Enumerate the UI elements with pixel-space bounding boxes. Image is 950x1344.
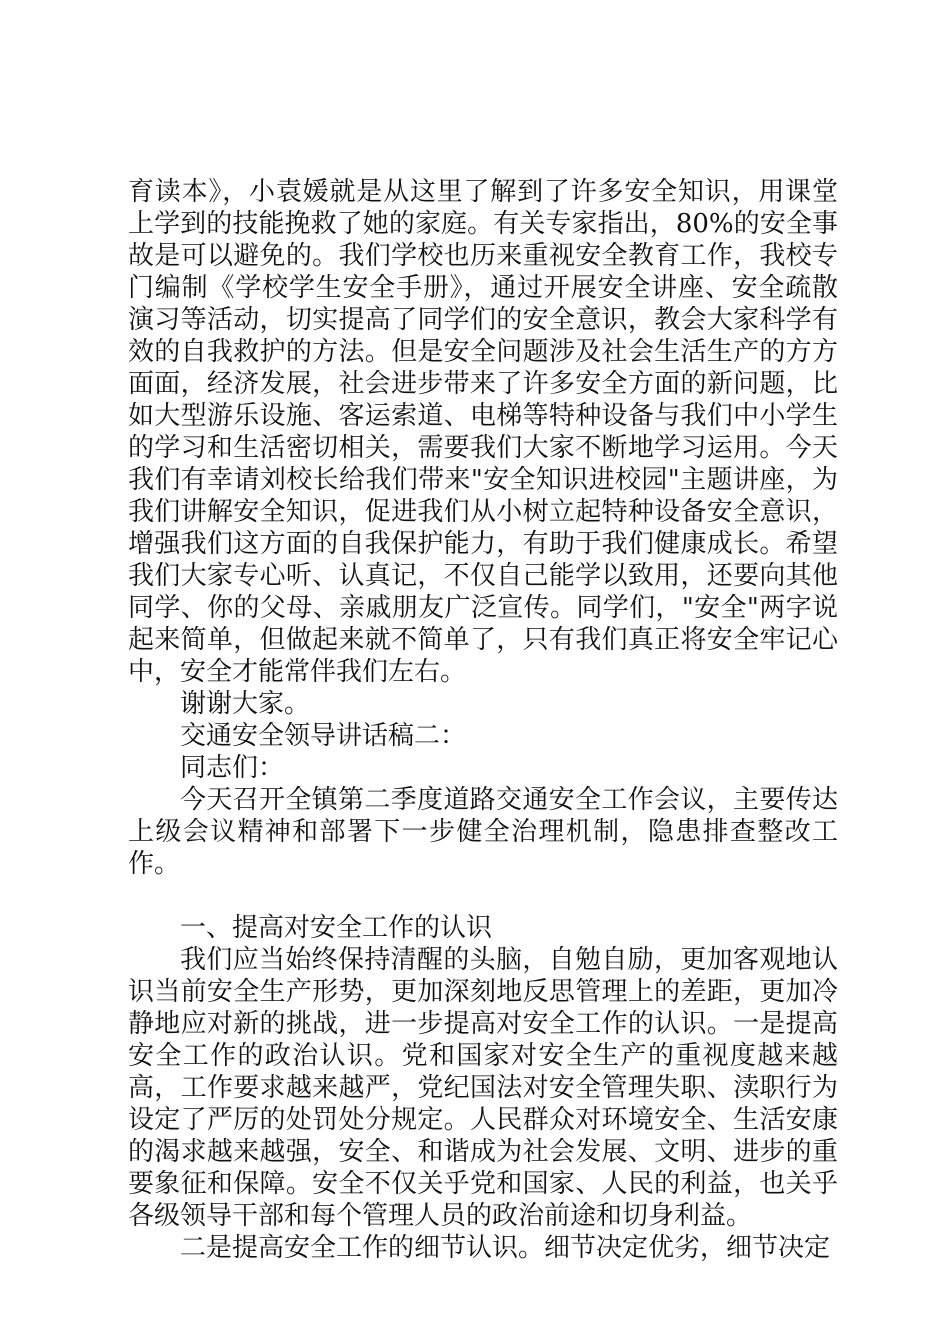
speech-two-title: 交通安全领导讲话稿二： (180, 721, 467, 751)
paragraph-detail-awareness: 二是提高安全工作的细节认识。细节决定优劣，细节决定 (180, 1233, 831, 1263)
salutation: 同志们： (180, 753, 285, 783)
document-body (128, 176, 838, 1264)
paragraph-safety-education: 育读本》，小袁媛就是从这里了解到了许多安全知识，用课堂上学到的技能挽救了她的家庭。有关专家指出，80%的安全事故是可以避免的。我们学校也历来重视安全教育工作，我校专门编制《学校学生安全手册》，通过开展安全讲座、安全疏散演习等活动，切实提高了同学们的安全意识，教会大家科学有效的自我救护的方法。但是安全问题涉及社会生活生产的方方面面，经济发展，社会进步带来了许多安全方面的新问题，比如大型游乐设施、客运索道、电梯等特种设备与我们中小学生的学习和生活密切相关，需要我们大家不断地学习运用。今天我们有幸请刘校长给我们带来"安全知识进校园"主题讲座，为我们讲解安全知识，促进我们从小树立起特种设备安全意识，增强我们这方面的自我保护能力，有助于我们健康成长。希望我们大家专心听、认真记，不仅自己能学以致用，还要向其他同学、你的父母、亲戚朋友广泛宣传。同学们，"安全"两字说起来简单，但做起来就不简单了，只有我们真正将安全牢记心中，安全才能常伴我们左右。 (128, 177, 838, 687)
paragraph-thanks: 谢谢大家。 (180, 689, 311, 719)
paragraph-meeting-intro: 今天召开全镇第二季度道路交通安全工作会议，主要传达上级会议精神和部署下一步健全治理机制，隐患排查整改工作。 (128, 785, 838, 879)
section-heading-one: 一、提高对安全工作的认识 (180, 913, 493, 943)
paragraph-awareness: 我们应当始终保持清醒的头脑，自勉自励，更加客观地认识当前安全生产形势，更加深刻地反思管理上的差距，更加冷静地应对新的挑战，进一步提高对安全工作的认识。一是提高安全工作的政治认识。党和国家对安全生产的重视度越来越高，工作要求越来越严，党纪国法对安全管理失职、渎职行为设定了严厉的处罚处分规定。人民群众对环境安全、生活安康的渴求越来越强，安全、和谐成为社会发展、文明、进步的重要象征和保障。安全不仅关乎党和国家、人民的利益，也关乎各级领导干部和每个管理人员的政治前途和切身利益。 (128, 945, 838, 1231)
